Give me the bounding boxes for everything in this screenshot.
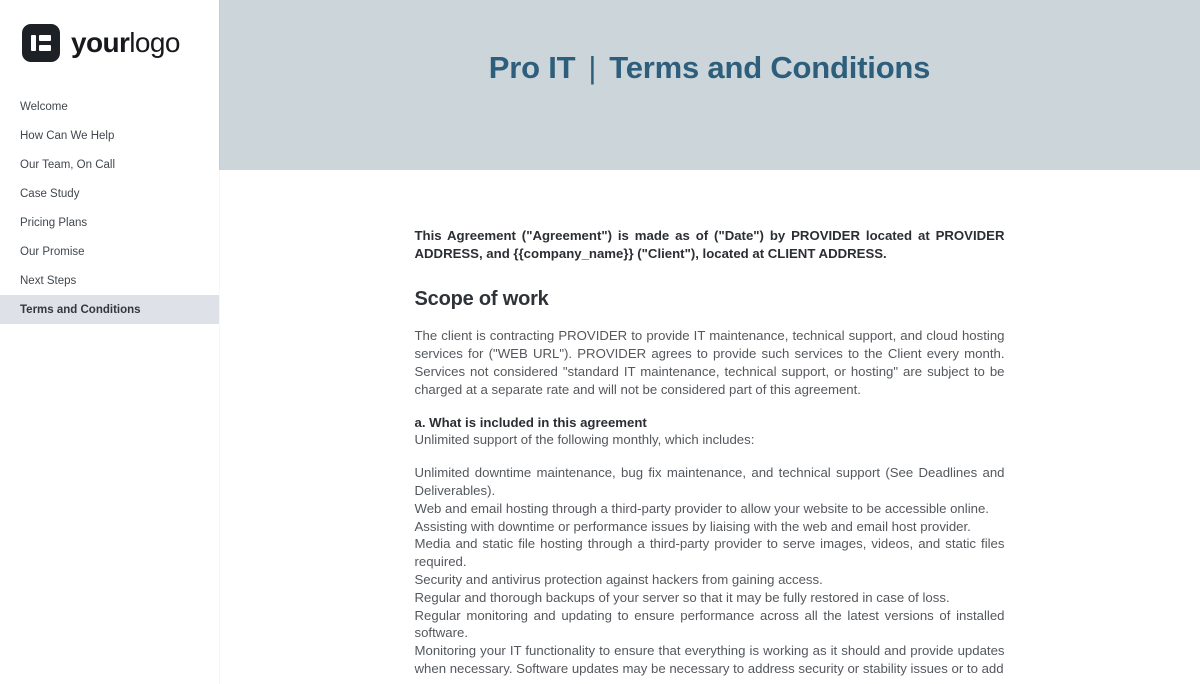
sidebar-item-next-steps[interactable]: Next Steps xyxy=(20,274,77,287)
list-item: Media and static file hosting through a third-party provider to serve images, videos, and static files required. xyxy=(414,536,1005,570)
page-title xyxy=(489,50,930,86)
included-services-list xyxy=(415,464,1005,678)
sidebar-item-our-promise[interactable]: Our Promise xyxy=(20,245,85,258)
page-header-band xyxy=(219,0,1200,170)
sidebar-item-case-study[interactable]: Case Study xyxy=(20,187,80,200)
logo-text-bold: your xyxy=(71,27,130,58)
main-area xyxy=(219,0,1200,684)
list-item: Security and antivirus protection against hackers from gaining access. xyxy=(414,571,823,587)
page-title-page: Terms and Conditions xyxy=(609,50,931,85)
sidebar-item-pricing-plans[interactable]: Pricing Plans xyxy=(20,216,88,229)
logo-icon xyxy=(22,24,60,62)
logo[interactable] xyxy=(0,24,219,62)
list-item: Regular and thorough backups of your server so that it may be fully restored in case of loss. xyxy=(414,589,950,605)
list-item: Unlimited downtime maintenance, bug fix maintenance, and technical support (See Deadlines and Deliverables). xyxy=(414,465,1005,498)
section-heading-scope-of-work: Scope of work xyxy=(414,287,549,310)
included-subsection xyxy=(415,414,1005,450)
list-item: Regular monitoring and updating to ensure performance across all the latest versions of installed software. xyxy=(414,607,1005,641)
list-item: Web and email hosting through a third-party provider to allow your website to be accessible online. xyxy=(414,500,989,516)
page-title-separator: | xyxy=(588,50,597,85)
sidebar-item-how-can-we-help[interactable]: How Can We Help xyxy=(20,129,115,142)
included-subheading: a. What is included in this agreement xyxy=(414,414,647,430)
agreement-intro: This Agreement ("Agreement") is made as of ("Date") by PROVIDER located at PROVIDER ADDRESS, and {{company_name}} ("Client"), located at CLIENT ADDRESS. xyxy=(414,228,1005,261)
list-item: Assisting with downtime or performance issues by liaising with the web and email host provider. xyxy=(414,518,971,534)
page-title-product: Pro IT xyxy=(488,50,576,85)
list-item: Monitoring your IT functionality to ensure that everything is working as it should and provide updates when necessary. Software updates may be necessary to address security or stability issues or to add xyxy=(414,643,1005,676)
sidebar-item-welcome[interactable]: Welcome xyxy=(20,100,68,113)
document-content xyxy=(415,227,1005,678)
included-sub-intro: Unlimited support of the following monthly, which includes: xyxy=(414,432,755,448)
logo-text-light: logo xyxy=(129,27,180,58)
sidebar-item-our-team-on-call[interactable]: Our Team, On Call xyxy=(20,158,116,171)
logo-text xyxy=(71,27,180,59)
sidebar-item-terms-and-conditions[interactable]: Terms and Conditions xyxy=(0,295,219,324)
sidebar xyxy=(0,0,219,684)
scope-paragraph: The client is contracting PROVIDER to provide IT maintenance, technical support, and cloud hosting services for ("WEB URL"). PROVIDER agrees to provide such services to the Client every month. Services not considered "standard IT maintenance, technical support, or hosting" are subject to be charged at a separate rate and will not be considered part of this agreement. xyxy=(414,328,1005,397)
sidebar-nav xyxy=(0,92,219,324)
